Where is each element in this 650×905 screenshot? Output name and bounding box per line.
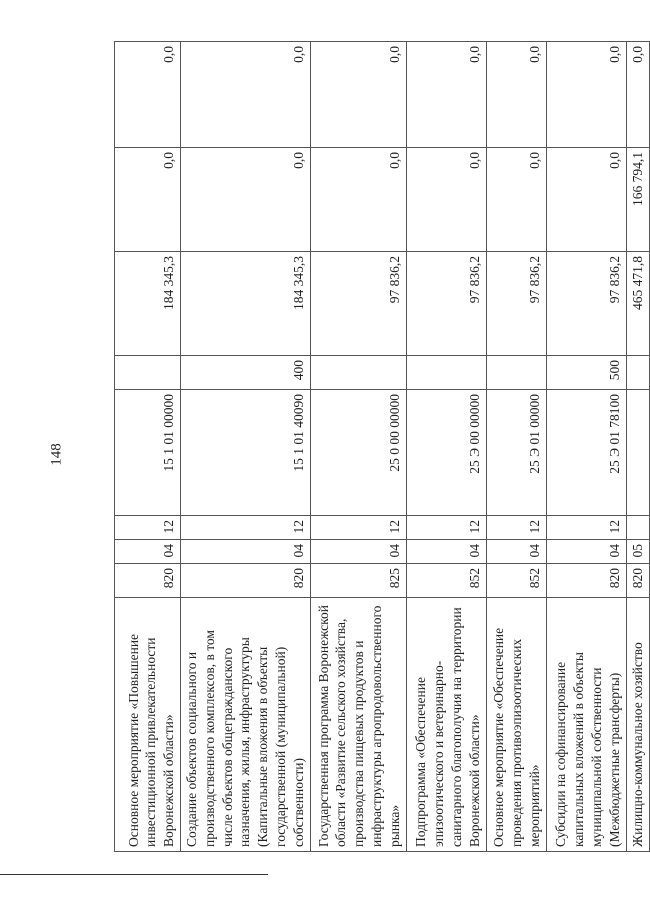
- amount-1: 97 836,2: [310, 252, 406, 356]
- row-name: Основное мероприятие «Повышение инвестиционной привлекательности Воронежской области»: [115, 598, 181, 852]
- rz-code: 04: [115, 540, 181, 564]
- amount-2: 0,0: [181, 148, 311, 252]
- amount-2: 0,0: [486, 148, 546, 252]
- rz-code: 04: [406, 540, 486, 564]
- amount-3: 0,0: [546, 42, 626, 148]
- page-number: 148: [48, 443, 65, 466]
- amount-1: 97 836,2: [486, 252, 546, 356]
- vr-code: [486, 356, 546, 390]
- pr-code: 12: [310, 516, 406, 540]
- csr-code: [626, 390, 649, 516]
- table-row: [546, 42, 626, 852]
- csr-code: 15 1 01 00000: [115, 390, 181, 516]
- amount-2: 166 794,1: [626, 148, 649, 252]
- gr-code: 820: [546, 564, 626, 598]
- table-row: [486, 42, 546, 852]
- amount-3: 0,0: [486, 42, 546, 148]
- vr-code: 400: [181, 356, 311, 390]
- table-row: [115, 42, 181, 852]
- rz-code: 04: [310, 540, 406, 564]
- rotated-table-container: [114, 42, 645, 852]
- row-name: Создание объектов социального и производственного комплексов, в том числе объектов общегражданского назначения, жилья, инфраструктуры (Капитальные вложения в объекты государственной (муниципальной) собственности): [181, 598, 311, 852]
- vr-code: [626, 356, 649, 390]
- row-name: Жилищно-коммунальное хозяйство: [626, 598, 649, 852]
- pr-code: [626, 516, 649, 540]
- pr-code: 12: [406, 516, 486, 540]
- amount-2: 0,0: [546, 148, 626, 252]
- pr-code: 12: [115, 516, 181, 540]
- amount-3: 0,0: [181, 42, 311, 148]
- amount-2: 0,0: [406, 148, 486, 252]
- gr-code: 820: [626, 564, 649, 598]
- budget-table: [114, 41, 650, 852]
- amount-1: 97 836,2: [406, 252, 486, 356]
- amount-1: 465 471,8: [626, 252, 649, 356]
- vr-code: [406, 356, 486, 390]
- row-name: Подпрограмма «Обеспечение эпизоотического и ветеринарно-санитарного благополучия на территории Воронежской области»: [406, 598, 486, 852]
- amount-2: 0,0: [310, 148, 406, 252]
- pr-code: 12: [486, 516, 546, 540]
- amount-1: 184 345,3: [181, 252, 311, 356]
- csr-code: 15 1 01 40090: [181, 390, 311, 516]
- vr-code: [310, 356, 406, 390]
- gr-code: 820: [181, 564, 311, 598]
- amount-2: 0,0: [115, 148, 181, 252]
- gr-code: 820: [115, 564, 181, 598]
- pr-code: 12: [546, 516, 626, 540]
- row-name: Субсидии на софинансирование капитальных вложений в объекты муниципальной собственности (Межбюджетные трансферты): [546, 598, 626, 852]
- amount-3: 0,0: [310, 42, 406, 148]
- rz-code: 04: [181, 540, 311, 564]
- csr-code: 25 Э 01 00000: [486, 390, 546, 516]
- amount-3: 0,0: [115, 42, 181, 148]
- csr-code: 25 0 00 00000: [310, 390, 406, 516]
- gr-code: 825: [310, 564, 406, 598]
- amount-1: 97 836,2: [546, 252, 626, 356]
- table-row: [310, 42, 406, 852]
- csr-code: 25 Э 01 78100: [546, 390, 626, 516]
- table-row: [181, 42, 311, 852]
- pr-code: 12: [181, 516, 311, 540]
- rz-code: 04: [546, 540, 626, 564]
- table-body: [115, 42, 650, 852]
- csr-code: 25 Э 00 00000: [406, 390, 486, 516]
- rz-code: 05: [626, 540, 649, 564]
- vr-code: 500: [546, 356, 626, 390]
- vr-code: [115, 356, 181, 390]
- gr-code: 852: [406, 564, 486, 598]
- rz-code: 04: [486, 540, 546, 564]
- table-row: [626, 42, 649, 852]
- amount-3: 0,0: [626, 42, 649, 148]
- gr-code: 852: [486, 564, 546, 598]
- table-row: [406, 42, 486, 852]
- row-name: Основное мероприятие «Обеспечение проведения противоэпизоотических мероприятий»: [486, 598, 546, 852]
- footnote-separator: [0, 874, 268, 875]
- amount-3: 0,0: [406, 42, 486, 148]
- row-name: Государственная программа Воронежской области «Развитие сельского хозяйства, производства пищевых продуктов и инфраструктуры агропродовольственного рынка»: [310, 598, 406, 852]
- amount-1: 184 345,3: [115, 252, 181, 356]
